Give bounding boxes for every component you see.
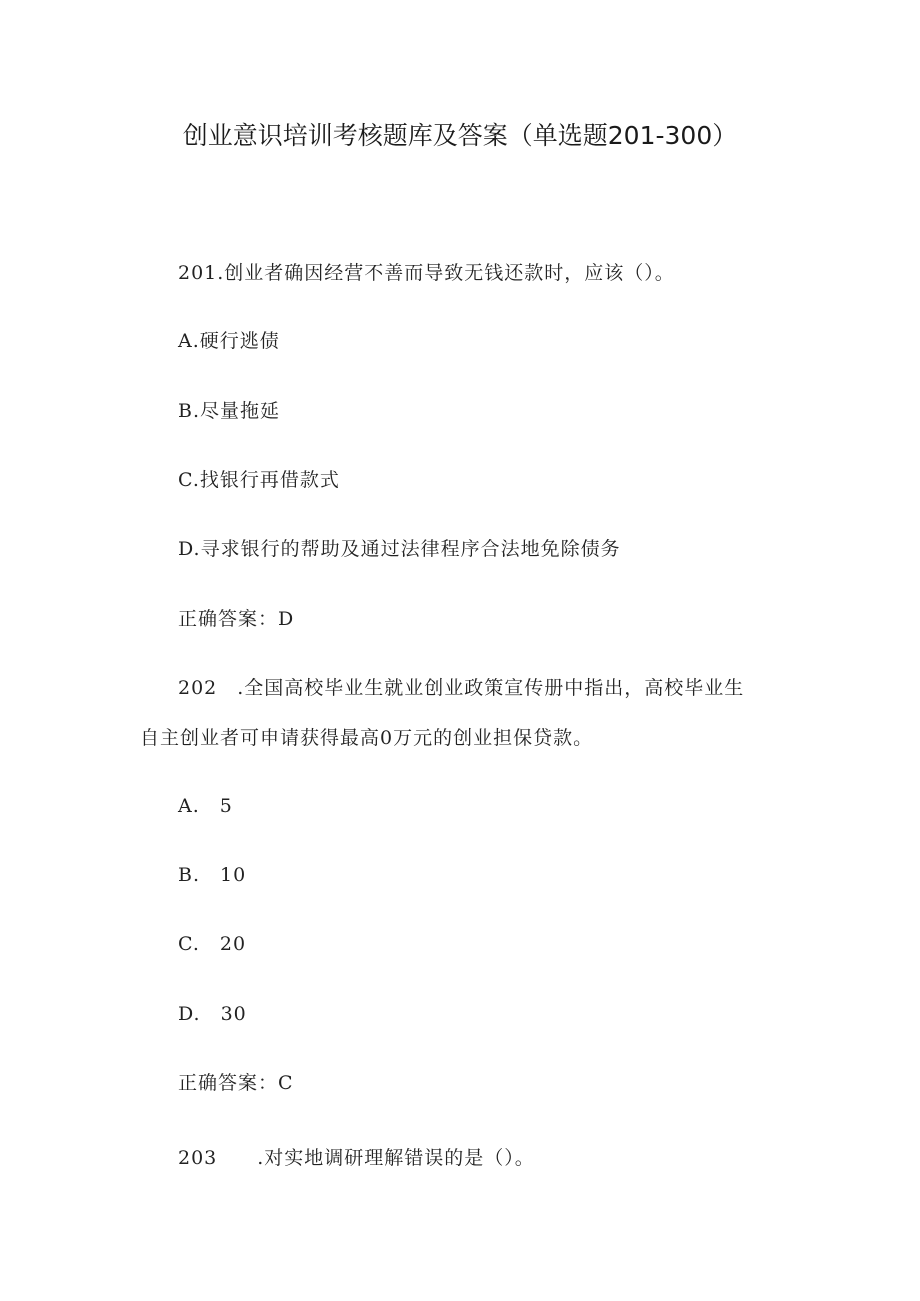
question-202-option-d: D. 30 [178, 1003, 247, 1025]
question-202-stem-line-1: 202 .全国高校毕业生就业创业政策宣传册中指出，高校毕业生 [178, 677, 745, 699]
question-203-stem: 203 .对实地调研理解错误的是（）。 [178, 1147, 535, 1169]
question-202-stem-line-2: 自主创业者可申请获得最高0万元的创业担保贷款。 [140, 727, 594, 749]
question-201-answer: 正确答案：D [178, 608, 295, 630]
question-201-option-b: B.尽量拖延 [178, 400, 281, 422]
question-201-option-d: D.寻求银行的帮助及通过法律程序合法地免除债务 [178, 538, 621, 560]
question-202-option-b: B. 10 [178, 864, 247, 886]
document-title: 创业意识培训考核题库及答案（单选题201-300） [182, 121, 738, 150]
question-202-answer: 正确答案：C [178, 1072, 294, 1094]
question-201-option-a: A.硬行逃债 [178, 330, 280, 352]
question-201-option-c: C.找银行再借款式 [178, 469, 340, 491]
question-201-stem: 201.创业者确因经营不善而导致无钱还款时，应该（）。 [178, 262, 675, 284]
question-202-option-c: C. 20 [178, 933, 247, 955]
question-202-option-a: A. 5 [178, 795, 233, 817]
